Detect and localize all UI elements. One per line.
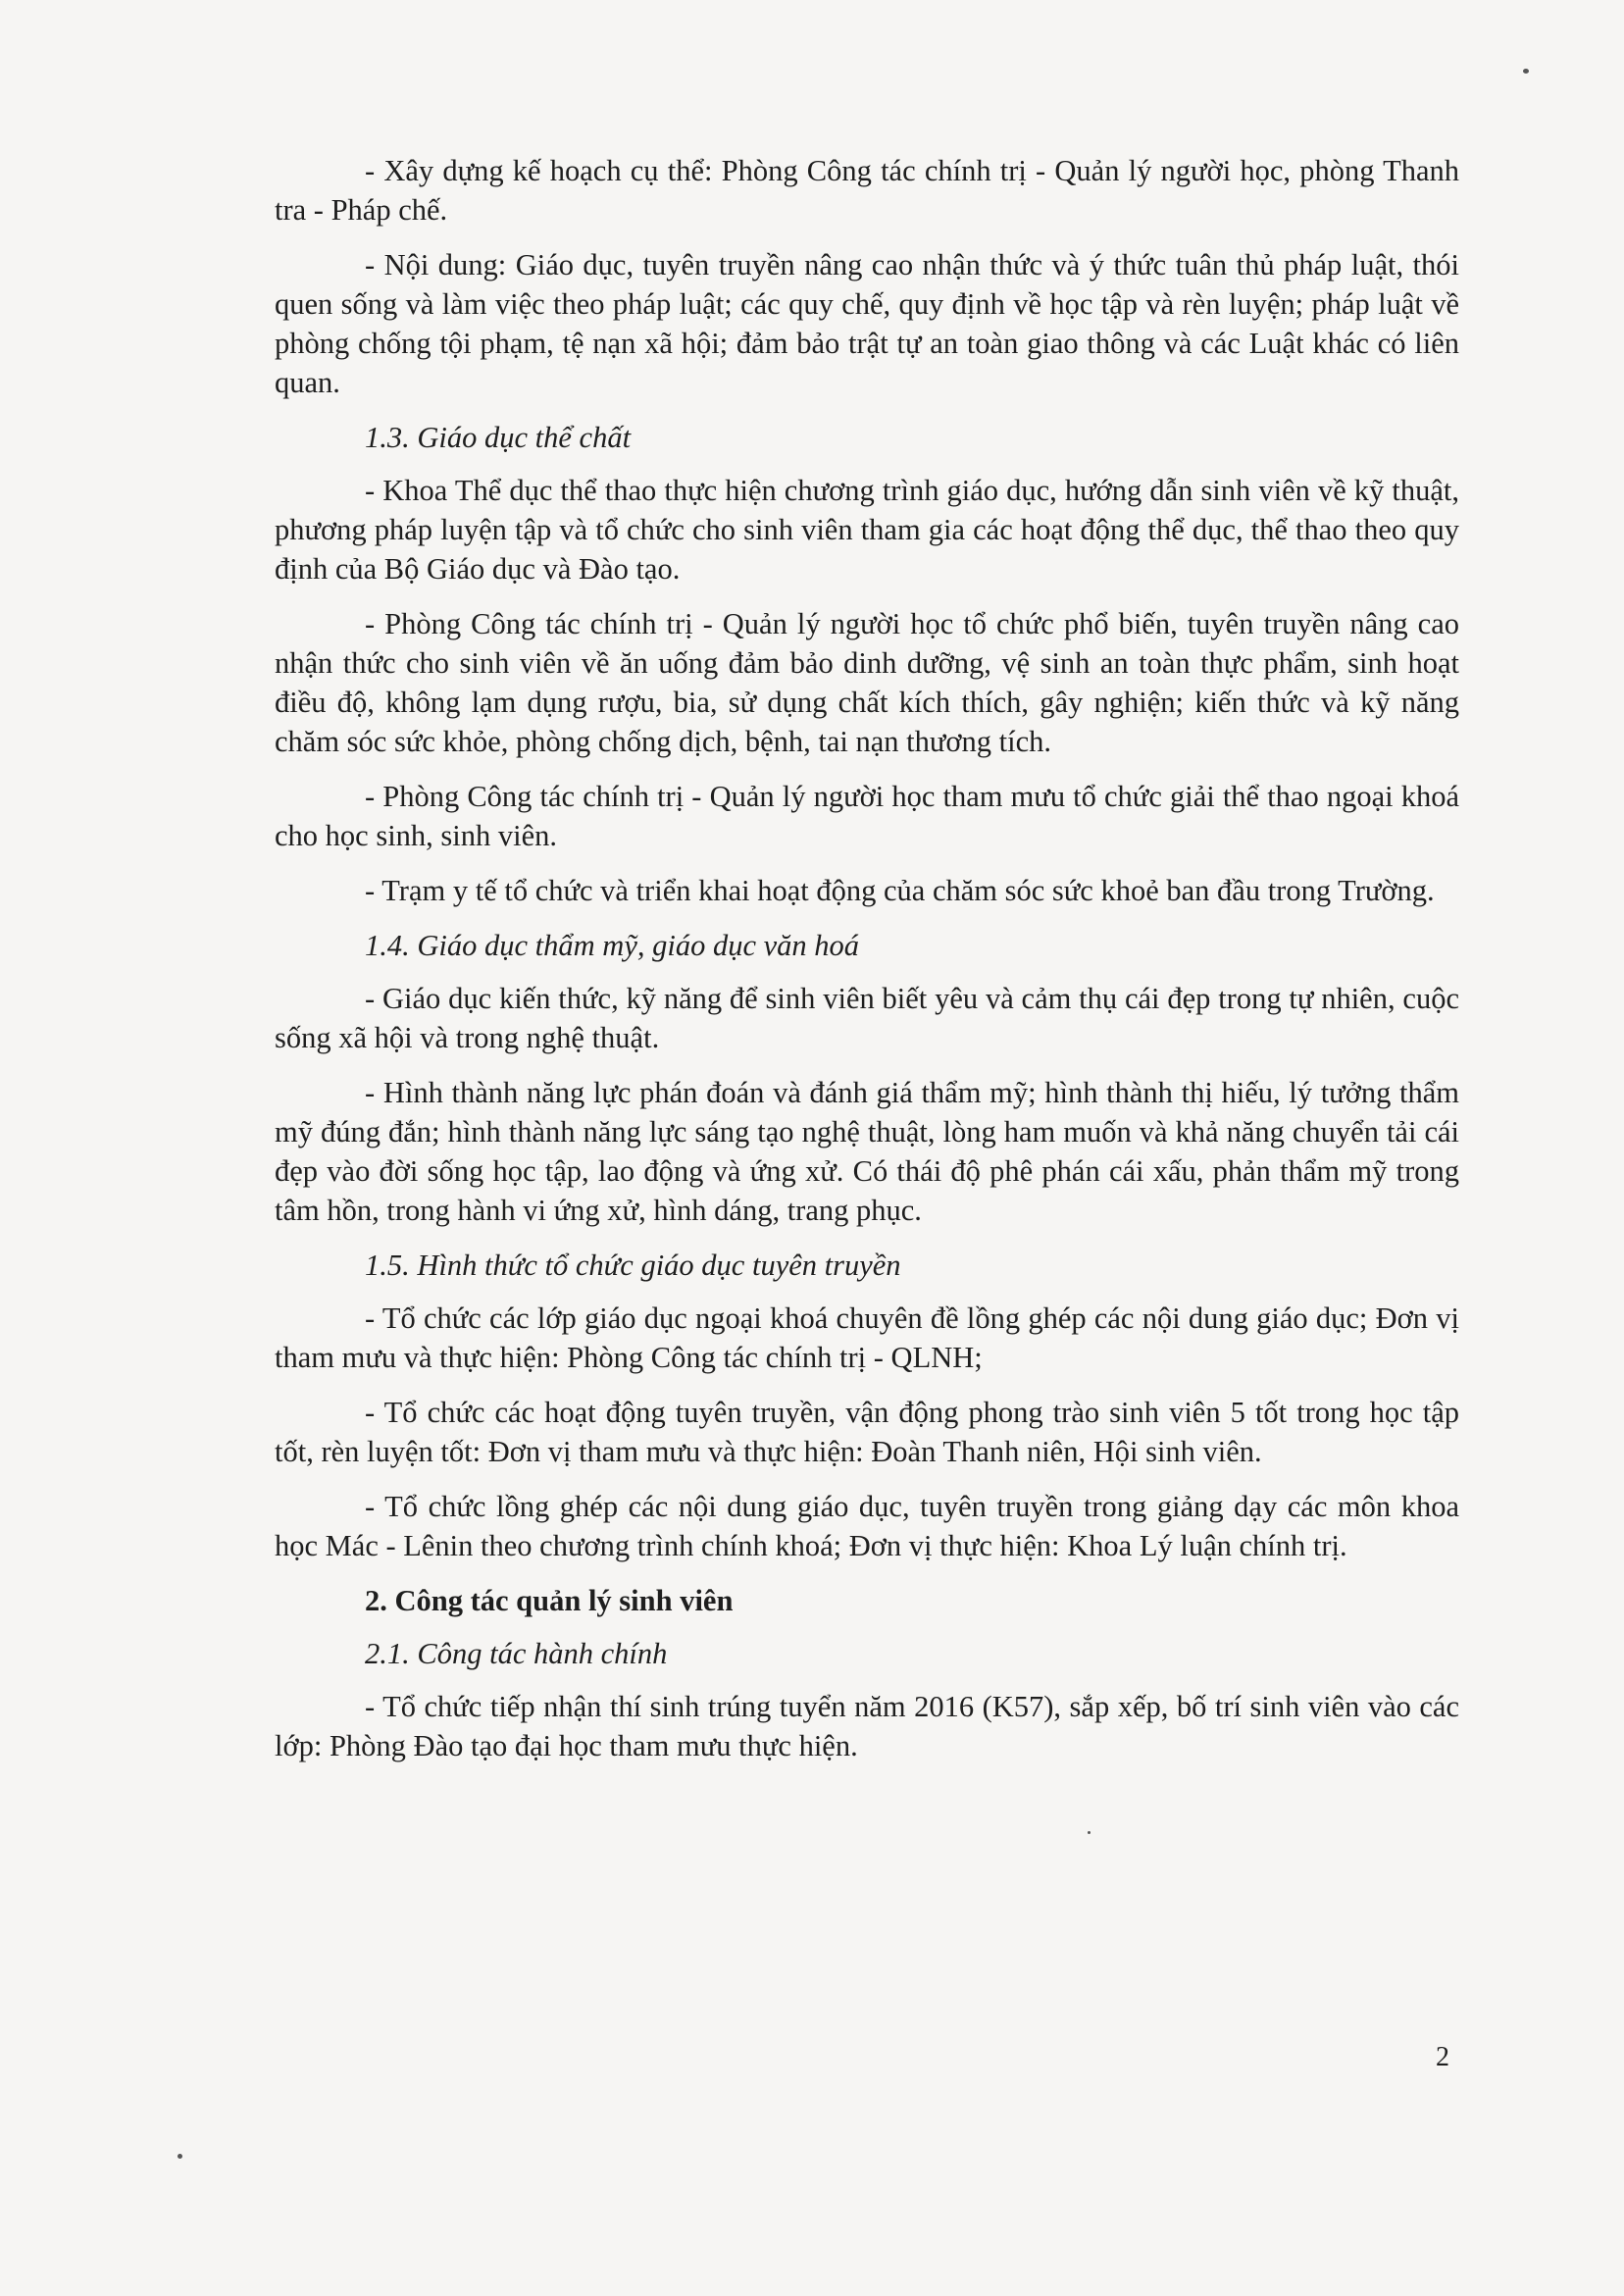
section-heading: 1.4. Giáo dục thẩm mỹ, giáo dục văn hoá: [365, 929, 860, 962]
paragraph: - Khoa Thể dục thể thao thực hiện chương trình giáo dục, hướng dẫn sinh viên về kỹ thuật, phương pháp luyện tập và tổ chức cho sinh viên tham gia các hoạt động thể dục, thể thao theo quy định của Bộ Giáo dục và Đào tạo.: [275, 474, 1459, 586]
scan-speck: [1088, 1831, 1091, 1834]
paragraph: - Tổ chức lồng ghép các nội dung giáo dục, tuyên truyền trong giảng dạy các môn khoa học Mác - Lênin theo chương trình chính khoá; Đơn vị thực hiện: Khoa Lý luận chính trị.: [275, 1490, 1459, 1562]
scan-speck: [178, 2154, 182, 2159]
paragraph: - Hình thành năng lực phán đoán và đánh giá thẩm mỹ; hình thành thị hiếu, lý tưởng thẩm mỹ đúng đắn; hình thành năng lực sáng tạo nghệ thuật, lòng ham muốn và khả năng chuyển tải cái đẹp vào đời sống học tập, lao động và ứng xử. Có thái độ phê phán cái xấu, phản thẩm mỹ trong tâm hồn, trong hành vi ứng xử, hình dáng, trang phục.: [275, 1076, 1459, 1227]
paragraph: - Phòng Công tác chính trị - Quản lý người học tổ chức phổ biến, tuyên truyền nâng cao nhận thức cho sinh viên về ăn uống đảm bảo dinh dưỡng, vệ sinh an toàn thực phẩm, sinh hoạt điều độ, không lạm dụng rượu, bia, sử dụng chất kích thích, gây nghiện; kiến thức và kỹ năng chăm sóc sức khỏe, phòng chống dịch, bệnh, tai nạn thương tích.: [275, 607, 1459, 758]
paragraph: - Tổ chức tiếp nhận thí sinh trúng tuyển năm 2016 (K57), sắp xếp, bố trí sinh viên vào các lớp: Phòng Đào tạo đại học tham mưu thực hiện.: [275, 1690, 1459, 1762]
paragraph: - Giáo dục kiến thức, kỹ năng để sinh viên biết yêu và cảm thụ cái đẹp trong tự nhiên, cuộc sống xã hội và trong nghệ thuật.: [275, 982, 1459, 1054]
paragraph: - Tổ chức các lớp giáo dục ngoại khoá chuyên đề lồng ghép các nội dung giáo dục; Đơn vị tham mưu và thực hiện: Phòng Công tác chính trị - QLNH;: [275, 1301, 1459, 1374]
paragraph: - Trạm y tế tổ chức và triển khai hoạt động của chăm sóc sức khoẻ ban đầu trong Trường.: [365, 874, 1435, 907]
paragraph: - Phòng Công tác chính trị - Quản lý người học tham mưu tổ chức giải thể thao ngoại khoá cho học sinh, sinh viên.: [275, 780, 1459, 852]
page-number: 2: [1436, 2042, 1449, 2072]
paragraph: - Nội dung: Giáo dục, tuyên truyền nâng cao nhận thức và ý thức tuân thủ pháp luật, thói quen sống và làm việc theo pháp luật; các quy chế, quy định về học tập và rèn luyện; pháp luật về phòng chống tội phạm, tệ nạn xã hội; đảm bảo trật tự an toàn giao thông và các Luật khác có liên quan.: [275, 248, 1459, 399]
paragraph: - Xây dựng kế hoạch cụ thể: Phòng Công tác chính trị - Quản lý người học, phòng Thanh tra - Pháp chế.: [275, 154, 1459, 227]
section-title: 2. Công tác quản lý sinh viên: [365, 1584, 734, 1617]
section-heading: 1.3. Giáo dục thể chất: [365, 421, 632, 454]
paragraph: - Tổ chức các hoạt động tuyên truyền, vận động phong trào sinh viên 5 tốt trong học tập tốt, rèn luyện tốt: Đơn vị tham mưu và thực hiện: Đoàn Thanh niên, Hội sinh viên.: [275, 1396, 1459, 1468]
section-heading: 2.1. Công tác hành chính: [365, 1637, 668, 1670]
section-heading: 1.5. Hình thức tổ chức giáo dục tuyên truyền: [365, 1249, 901, 1282]
document-body: [275, 151, 1459, 1781]
scan-speck: [1523, 69, 1529, 74]
